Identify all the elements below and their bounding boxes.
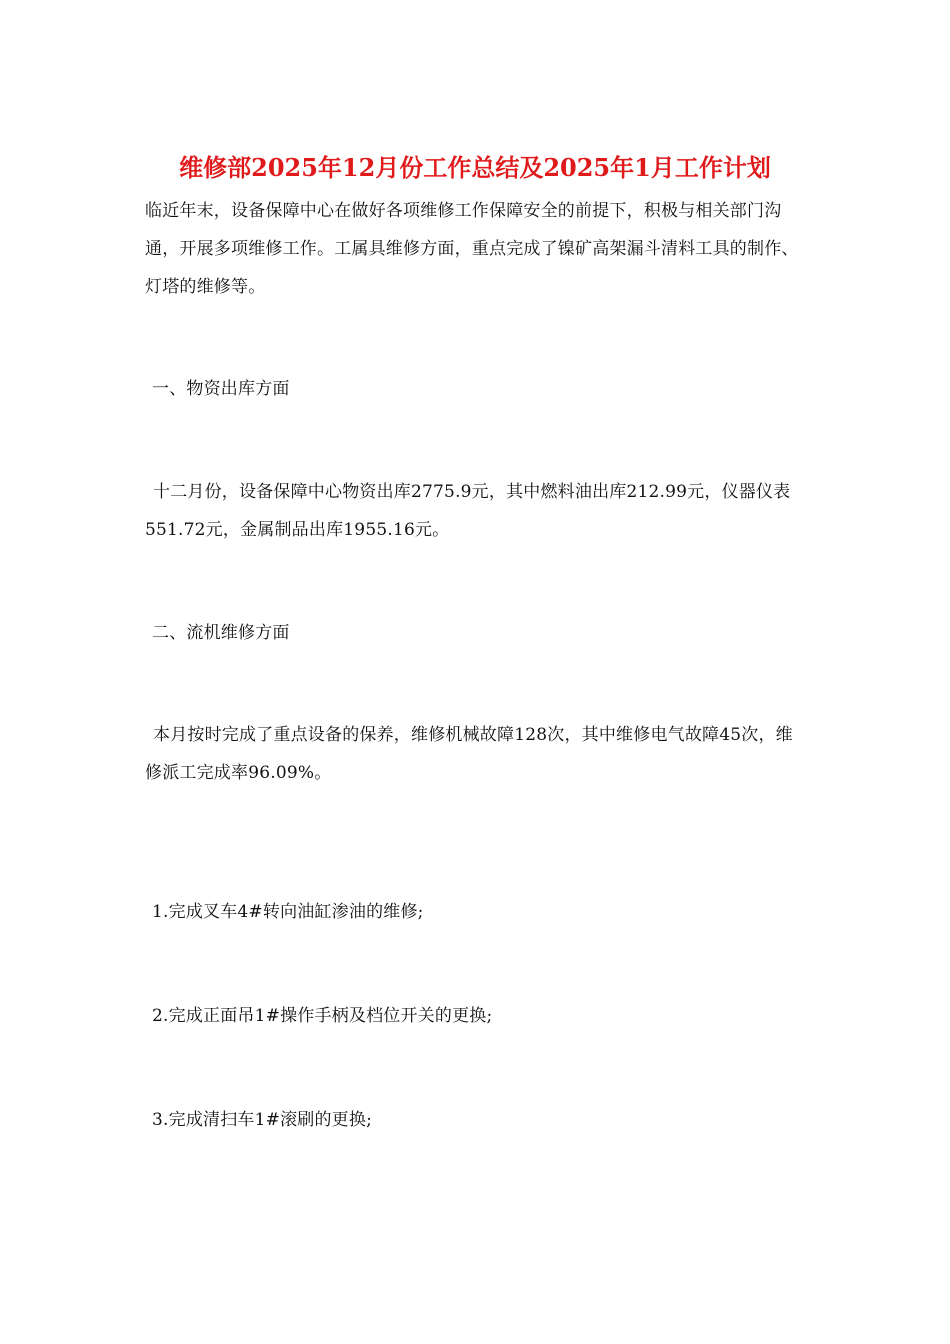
list-item: 1.完成叉车4#转向油缸渗油的维修;: [152, 902, 424, 922]
intro-paragraph: 临近年末，设备保障中心在做好各项维修工作保障安全的前提下，积极与相关部门沟通，开展多项维修工作。工属具维修方面，重点完成了镍矿高架漏斗清料工具的制作、灯塔的维修等。: [145, 201, 799, 297]
list-item: 3.完成清扫车1#滚刷的更换;: [152, 1110, 373, 1130]
list-item: 2.完成正面吊1#操作手柄及档位开关的更换;: [152, 1006, 493, 1026]
section-heading-maintenance: 二、流机维修方面: [152, 623, 290, 643]
materials-paragraph: 十二月份，设备保障中心物资出库2775.9元，其中燃料油出库212.99元，仪器仪表551.72元，金属制品出库1955.16元。: [145, 482, 791, 540]
document-title: 维修部2025年12月份工作总结及2025年1月工作计划: [179, 153, 771, 182]
section-heading-materials: 一、物资出库方面: [152, 379, 290, 399]
maintenance-paragraph: 本月按时完成了重点设备的保养，维修机械故障128次，其中维修电气故障45次，维修派工完成率96.09%。: [145, 725, 793, 783]
